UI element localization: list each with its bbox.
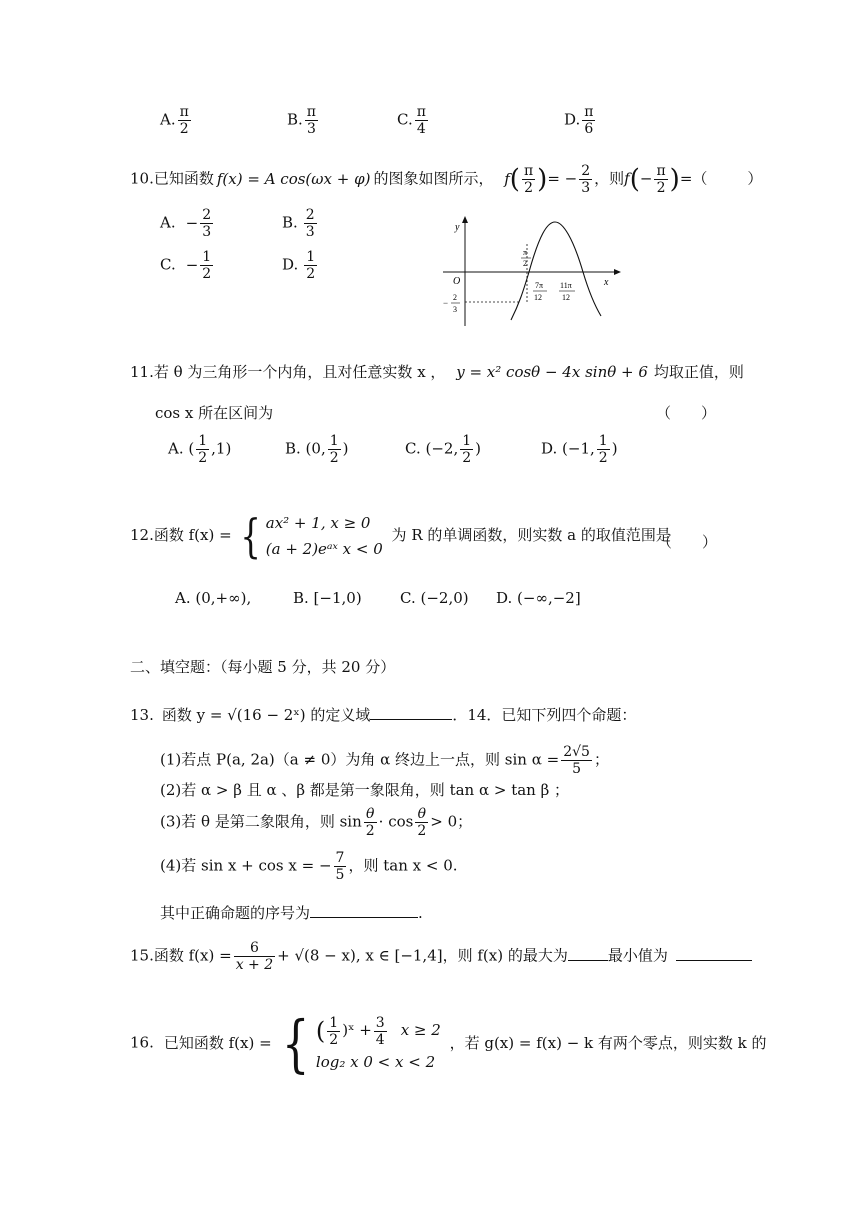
- piecewise-cases: ( $\frac{1}{2}$ )ˣ + $\frac{3}{4}$ x ≥ 2 log₂ x 0 < x < 2: [315, 1014, 441, 1071]
- fraction: $\frac{\pi}{4}$: [416, 104, 426, 137]
- q9-option-c: [397, 104, 430, 137]
- q15-stem: 15.函数 f(x) = $\frac{6}{x + 2}$ + √(8 − x), x ∈ [−1,4]，则 f(x) 的最大为 最小值为: [130, 940, 752, 973]
- answer-blank: [568, 946, 608, 961]
- tick-7pi12-num: 7π: [535, 281, 544, 290]
- question-number: 13.: [130, 706, 154, 724]
- q9-option-d: [564, 104, 597, 137]
- x-axis-label: x: [604, 277, 609, 288]
- brace: {: [240, 509, 262, 563]
- q14-proposition-4: (4)若 sin x + cos x = − $\frac{7}{5}$ ，则 tan x < 0.: [160, 850, 458, 883]
- answer-blank: [310, 903, 418, 918]
- q10-option-c: C. − $\frac{1}{2}$: [160, 249, 212, 282]
- tick-11pi12-num: 11π: [560, 281, 572, 290]
- q12-option-c: C. (−2,0): [400, 589, 469, 607]
- answer-blank: [676, 946, 752, 961]
- q14-proposition-2: (2)若 α > β 且 α 、β 都是第一象限角，则 tan α > tan β ；: [160, 781, 570, 799]
- q12-answer-paren: （ ）: [657, 533, 718, 551]
- tick-m23-num: 2: [453, 293, 457, 302]
- q10-cosine-graph: [435, 208, 625, 330]
- fraction: $\frac{\pi}{3}$: [306, 104, 316, 137]
- question-number: 11.: [130, 363, 154, 381]
- question-number: 16.: [130, 1033, 154, 1052]
- q16-stem: 16. 已知函数 f(x) = { ( $\frac{1}{2}$ )ˣ + $\frac{3}{4}$ x ≥ 2 log₂ x 0 < x < 2 ，若 g(x) = f(x) − k 有两个零点，则实数 k 的: [130, 1006, 767, 1080]
- option-label: C.: [397, 110, 413, 129]
- q9-option-a: [160, 104, 193, 137]
- q10-option-a: A. − $\frac{2}{3}$: [160, 207, 212, 240]
- option-label: A.: [160, 110, 176, 129]
- answer-blank: [370, 705, 452, 720]
- q13-stem: 13. 函数 y = √(16 − 2ˣ) 的定义域 ．14．已知下列四个命题：: [130, 706, 637, 724]
- q10-option-d: D. $\frac{1}{2}$: [282, 249, 316, 282]
- q12-stem: 12.函数 f(x) = { ax² + 1, x ≥ 0 (a + 2)eᵃˣ x < 0 为 R 的单调函数，则实数 a 的取值范围是: [130, 509, 671, 563]
- q10-option-b: B. $\frac{2}{3}$: [282, 207, 315, 240]
- q11-option-a: A. ( $\frac{1}{2}$ ,1): [168, 433, 232, 466]
- q12-option-a: A. (0,+∞),: [175, 589, 252, 607]
- option-label: B.: [287, 110, 303, 129]
- q11-option-b: B. (0, $\frac{1}{2}$ ): [285, 433, 349, 466]
- section-heading: 二、填空题：（每小题 5 分，共 20 分）: [130, 658, 396, 676]
- tick-m23-den: 3: [453, 305, 457, 314]
- question-number: 15.: [130, 946, 154, 965]
- q11-stem-line2: cos x 所在区间为: [155, 404, 274, 422]
- q9-option-b: [287, 104, 320, 137]
- fraction: $\frac{\pi}{2}$: [179, 104, 189, 137]
- question-number: 10.: [130, 169, 154, 188]
- origin-label: O: [453, 276, 461, 287]
- cosine-curve: [511, 222, 601, 320]
- y-axis-arrow: [462, 216, 468, 223]
- question-number: 12.: [130, 526, 154, 544]
- q14-proposition-3: (3)若 θ 是第二象限角，则 sin $\frac{\theta}{2}$ · cos $\frac{\theta}{2}$ > 0；: [160, 806, 473, 839]
- tick-pi2-num: π: [523, 248, 528, 257]
- x-axis-arrow: [614, 269, 621, 275]
- q12-option-d: D. (−∞,−2]: [496, 589, 581, 607]
- q12-option-b: B. [−1,0): [293, 589, 362, 607]
- q10-stem: 10.已知函数 f(x) = A cos(ωx + φ) 的图象如图所示， f( $\frac{\pi}{2}$ )= − $\frac{2}{3}$ ，则f(− $\frac{\pi}{2}$ )=（ ）: [130, 163, 763, 196]
- brace: {: [282, 1006, 311, 1080]
- option-label: D.: [564, 110, 581, 129]
- tick-m23-sign: −: [443, 298, 449, 308]
- tick-7pi12-den: 12: [534, 293, 542, 302]
- fraction: $\frac{\pi}{6}$: [584, 104, 594, 137]
- q11-answer-paren: （ ）: [656, 404, 717, 422]
- q14-proposition-1: (1)若点 P(a, 2a)（a ≠ 0）为角 α 终边上一点，则 sin α = $\frac{2√5}{5}$ ；: [160, 744, 609, 777]
- y-axis-label: y: [455, 222, 460, 233]
- tick-pi2-den: 2: [523, 259, 527, 268]
- tick-11pi12-den: 12: [562, 293, 570, 302]
- piecewise-cases: ax² + 1, x ≥ 0 (a + 2)eᵃˣ x < 0: [265, 514, 383, 558]
- q11-stem-line1: 11.若 θ 为三角形一个内角，且对任意实数 x ， y = x² cosθ − 4x sinθ + 6 均取正值，则: [130, 363, 744, 381]
- q11-option-c: C. (−2, $\frac{1}{2}$ ): [405, 433, 481, 466]
- q11-option-d: D. (−1, $\frac{1}{2}$ ): [541, 433, 618, 466]
- q14-ask: 其中正确命题的序号为 .: [160, 904, 423, 922]
